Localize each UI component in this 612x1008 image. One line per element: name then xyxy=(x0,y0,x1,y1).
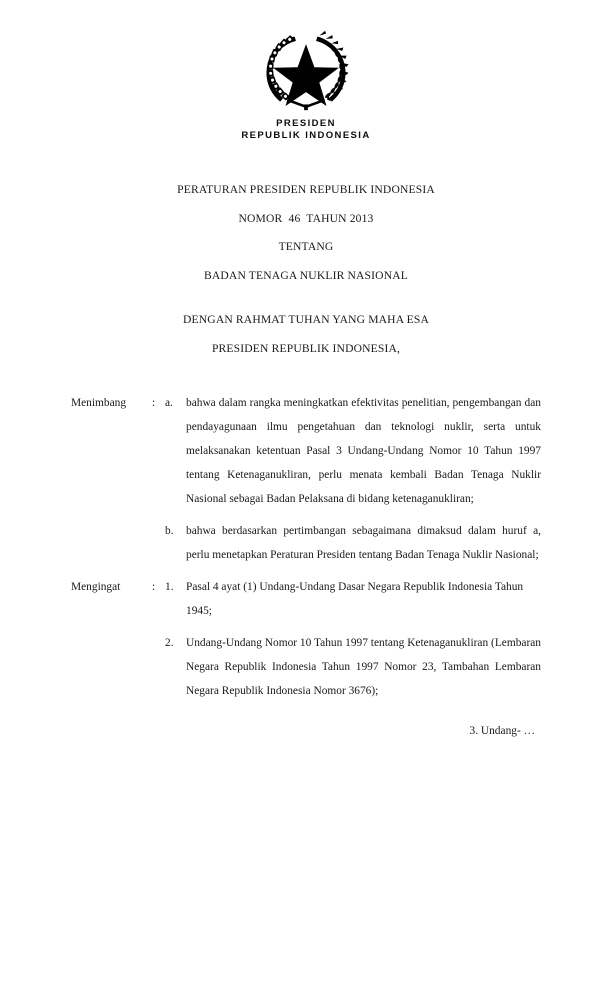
title-invocation: DENGAN RAHMAT TUHAN YANG MAHA ESA xyxy=(183,313,429,326)
title-subject: BADAN TENAGA NUKLIR NASIONAL xyxy=(204,268,408,282)
title-spacer xyxy=(0,290,612,306)
considerations-item-b xyxy=(71,519,541,567)
letterhead-caption-line1: PRESIDEN xyxy=(276,118,336,129)
legal-basis-item-2 xyxy=(71,631,541,703)
title-tentang-label: TENTANG xyxy=(278,240,334,253)
legal-basis-marker-1: 1. xyxy=(165,581,174,593)
legal-basis-marker-2: 2. xyxy=(165,637,174,649)
clause-spacer-2 xyxy=(71,623,541,631)
title-signatory-office: PRESIDEN REPUBLIK INDONESIA, xyxy=(211,341,401,355)
legal-basis-text-1: Pasal 4 ayat (1) Undang-Undang Dasar Negara Republik Indonesia Tahun 1945; xyxy=(186,581,524,617)
considerations-text-b: bahwa berdasarkan pertimbangan sebagaimana dimaksud dalam huruf a, perlu menetapkan Peraturan Presiden tentang Badan Tenaga Nuklir Nasional; xyxy=(186,525,541,561)
considerations-item-a xyxy=(71,391,541,511)
document-title-block xyxy=(0,176,612,363)
section-spacer xyxy=(71,567,541,575)
letterhead-caption xyxy=(0,118,612,141)
considerations-label: Menimbang xyxy=(71,397,127,409)
legal-basis-colon: : xyxy=(152,581,156,593)
considerations-marker-b: b. xyxy=(165,525,174,537)
considerations-marker-a: a. xyxy=(165,397,173,409)
title-regulation-type: PERATURAN PRESIDEN REPUBLIK INDONESIA xyxy=(177,183,435,196)
page-continuation-catchword: 3. Undang- … xyxy=(469,725,535,737)
legal-basis-text-2: Undang-Undang Nomor 10 Tahun 1997 tentang Ketenaganukliran (Lembaran Negara Republik Indonesia Tahun 1997 Nomor 23, Tambahan Lembaran Negara Republik Indonesia Nomor 3676); xyxy=(186,637,541,697)
clause-spacer xyxy=(71,511,541,519)
title-number-year: NOMOR 46 TAHUN 2013 xyxy=(238,211,374,225)
considerations-text-a: bahwa dalam rangka meningkatkan efektivitas penelitian, pengembangan dan pendayagunaan ilmu pengetahuan dan teknologi nuklir, serta untuk melaksanakan ketentuan Pasal 3 Undang-Undang Nomor 10 Tahun 1997 tentang Ketenaganukliran, perlu menata kembali Badan Tenaga Nuklir Nasional sebagai Badan Pelaksana di bidang ketenaganukliran; xyxy=(186,397,541,505)
legal-basis-label: Mengingat xyxy=(71,581,121,593)
legal-basis-item-1 xyxy=(71,575,541,623)
document-body xyxy=(71,391,541,743)
letterhead xyxy=(0,26,612,141)
letterhead-caption-line2: REPUBLIK INDONESIA xyxy=(241,129,371,141)
presidential-seal-emblem xyxy=(258,26,354,114)
considerations-colon: : xyxy=(152,397,156,409)
